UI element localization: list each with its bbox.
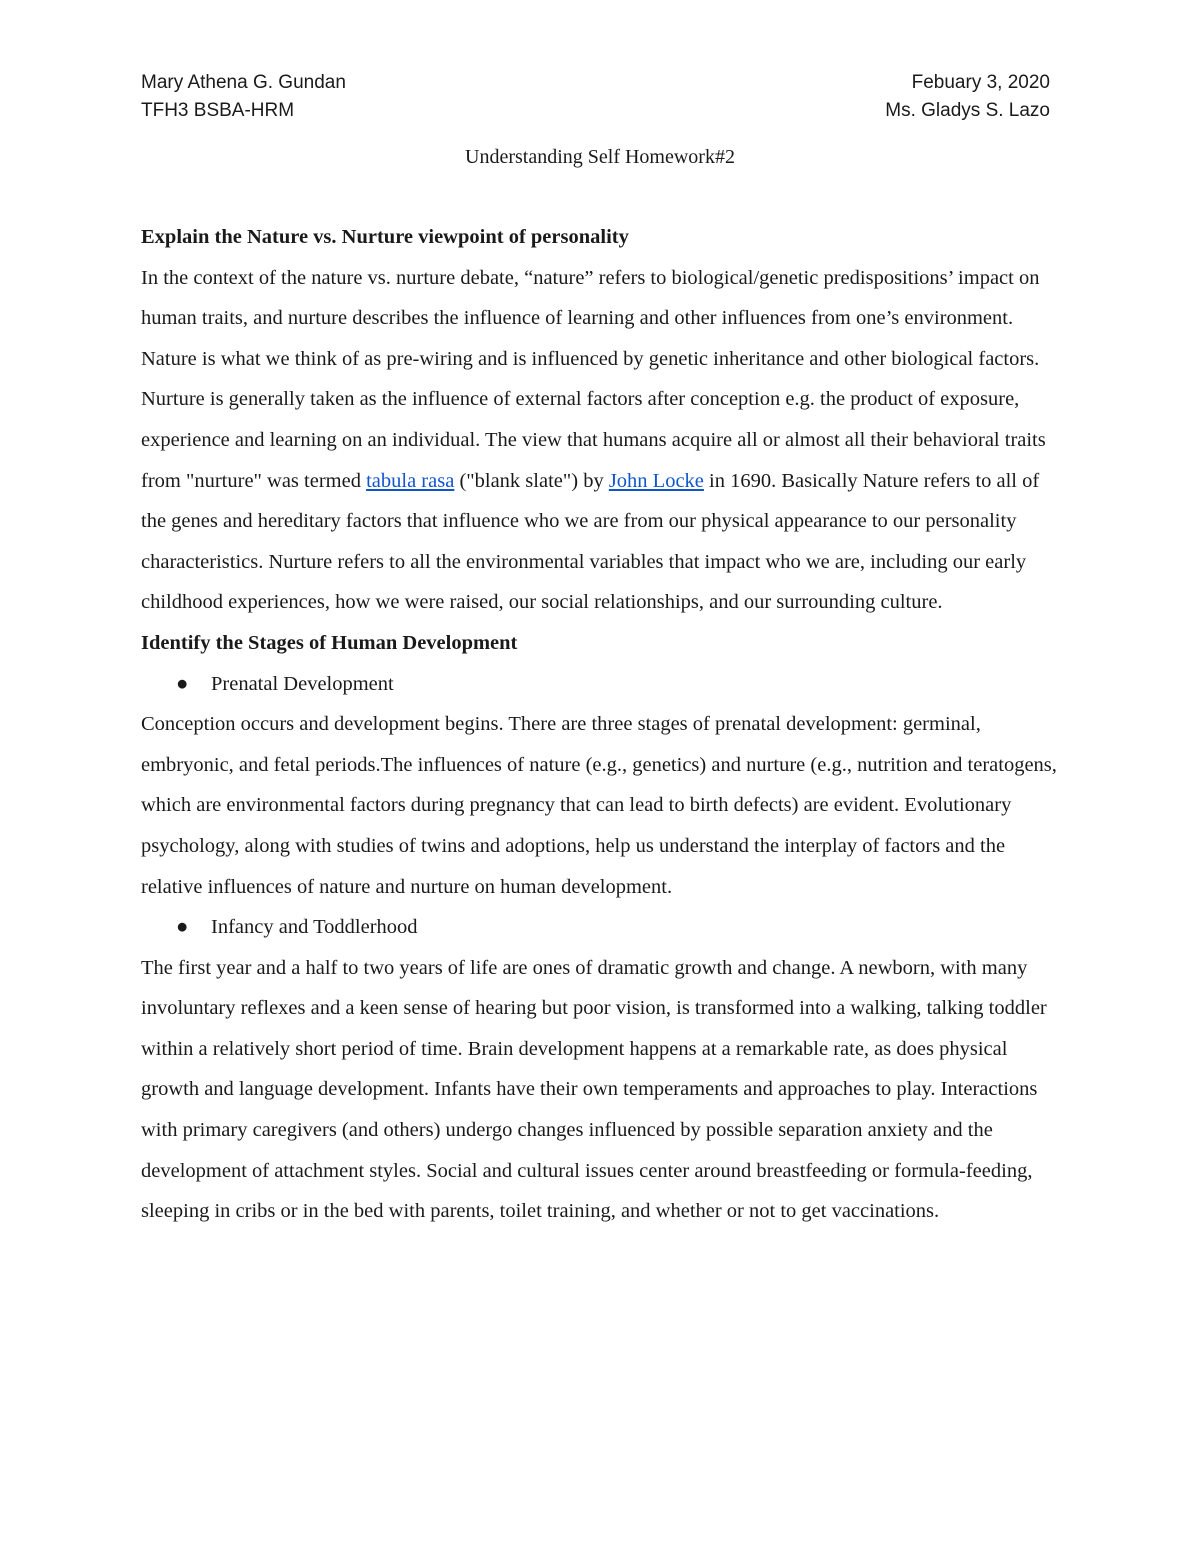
bullet-icon: ● bbox=[176, 672, 189, 695]
document-body bbox=[141, 217, 1063, 1232]
section-heading-stages: Identify the Stages of Human Development bbox=[141, 631, 518, 654]
course-section: TFH3 BSBA-HRM bbox=[141, 100, 295, 121]
paragraph-text: In the context of the nature vs. nurture debate, “nature” refers to biological/genetic predispositions’ impact on human traits, and nurture describes the influence of learning and other influences from one’s environment. Nature is what we think of as pre-wiring and is influenced by genetic inheritance and other biological factors. Nurture is generally taken as the influence of external factors after conception e.g. the product of exposure, experience and learning on an individual. The view that humans acquire all or almost all their behavioral traits from "nurture" was termed bbox=[141, 266, 1046, 492]
instructor-name: Ms. Gladys S. Lazo bbox=[885, 100, 1050, 121]
stage-bullet-prenatal bbox=[141, 664, 1063, 705]
section-heading-nature-nurture: Explain the Nature vs. Nurture viewpoint of personality bbox=[141, 226, 629, 248]
john-locke-link[interactable]: John Locke bbox=[608, 469, 704, 492]
paragraph-text: ("blank slate") by bbox=[454, 469, 609, 492]
nature-nurture-paragraph bbox=[141, 258, 1063, 623]
document-title: Understanding Self Homework#2 bbox=[465, 146, 735, 168]
stage-name: Infancy and Toddlerhood bbox=[211, 916, 418, 939]
submission-date: Febuary 3, 2020 bbox=[911, 72, 1050, 93]
tabula-rasa-link[interactable]: tabula rasa bbox=[366, 469, 455, 492]
paragraph-text: in 1690. Basically Nature refers to all of the genes and hereditary factors that influence who we are from our physical appearance to our personality characteristics. Nurture refers to all the environmental variables that impact who we are, including our early childhood experiences, how we were raised, our social relationships, and our surrounding culture. bbox=[141, 469, 1040, 614]
stage-description-infancy: The first year and a half to two years of life are ones of dramatic growth and change. A newborn, with many involuntary reflexes and a keen sense of hearing but poor vision, is transformed into a walking, talking toddler within a relatively short period of time. Brain development happens at a remarkable rate, as does physical growth and language development. Infants have their own temperaments and approaches to play. Interactions with primary caregivers (and others) undergo changes influenced by possible separation anxiety and the development of attachment styles. Social and cultural issues center around breastfeeding or formula-feeding, sleeping in cribs or in the bed with parents, toilet training, and whether or not to get vaccinations. bbox=[141, 956, 1047, 1223]
stage-name: Prenatal Development bbox=[211, 672, 394, 695]
stage-bullet-infancy bbox=[141, 907, 1063, 948]
stage-description-prenatal: Conception occurs and development begins. There are three stages of prenatal development: germinal, embryonic, and fetal periods.The influences of nature (e.g., genetics) and nurture (e.g., nutrition and teratogens, which are environmental factors during pregnancy that can lead to birth defects) are evident. Evolutionary psychology, along with studies of twins and adoptions, help us understand the interplay of factors and the relative influences of nature and nurture on human development. bbox=[141, 713, 1057, 898]
author-name: Mary Athena G. Gundan bbox=[141, 72, 346, 93]
bullet-icon: ● bbox=[176, 916, 189, 939]
